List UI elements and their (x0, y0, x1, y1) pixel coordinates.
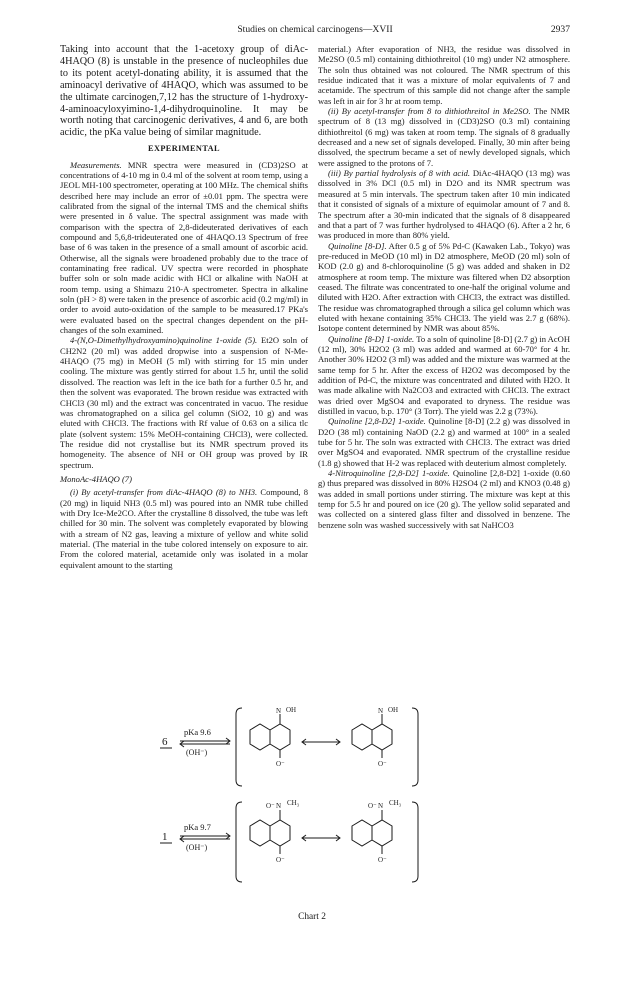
atom-n: N (378, 802, 384, 810)
nitroquinoline-paragraph (318, 468, 570, 530)
row2-structure-a (250, 799, 300, 864)
pyridine-ring (372, 724, 392, 750)
compound5-paragraph (60, 335, 308, 469)
pyridine-ring (372, 820, 392, 846)
quinoline-8d-paragraph (318, 241, 570, 334)
row2-bracket-left (236, 802, 242, 882)
row2-base-label: (OH⁻) (186, 843, 208, 852)
row1-reaction (160, 706, 418, 786)
quinoline-oxide-text: To a soln of quinoline [8-D] (2.7 g) in AcOH (12 ml), 30% H2O2 (3 ml) was added and warmed at 60-70° for 4 hr. Another 30% H2O2 (3 ml) was added and the mixture was warmed at the same temp for 5 hr. After the excess of H2O2 was decomposed by the addition of Pd-C, the mixture was concentrated and diluted with H2O. It was made alkaline with Na2CO3 and extracted with CHCl3. The extract was dried over MgSO4 and evaporated to dryness. The residue was distilled in vacuo, b.p. 170° (3 Torr). The yield was 2.2 g (73%). (318, 333, 570, 417)
measurements-text: MNR spectra were measured in (CD3)2SO at concentrations of 4-10 mg in 0.4 ml of the solvent at room temp, using a JEOL MH-100 spectrometer, operating at 100 MHz. The chemical shifts described here may include an error of ±0.01 ppm. The spectra were calibrated from the signal of the internal TMS and the chemical shifts were presented in δ value. The spectral assignment was made with comparison with the spectra of 2,8-dideuterated derivatives of each compound and 5,6,8-trideuterated one of 4HAQO.13 Spectrum of free base of 6 was taken in the presence of a small amount of ascorbic acid. Otherwise, all the signals were broadened probably due to the trace of contaminating free radical. UV spectra were recorded in phosphate buffer soln or soln made acidic with HCl or alkaline with NaOH at room temp. using a Shimazu 210-A spectrometer. Spectra in alkaline soln (pH > 8) were taken in the presence of ascorbic acid (0.2 mg/ml) in order to avoid auto-oxidation of the sample to be measured.17 PKa's were evaluated based on the spectral changes dependent on the pH-changes of the soln examined. (60, 159, 308, 336)
nitroquinoline-label: 4-Nitroquinoline [2,8-D2] 1-oxide. (328, 468, 450, 479)
row1-pka-label: pKa 9.6 (184, 727, 211, 737)
chart2-resonance-scheme (150, 700, 480, 900)
right-column (318, 44, 570, 530)
method-i-text: Compound, 8 (20 mg) in liquid NH3 (0.5 ml) was poured into an NMR tube chilled with Dry Ice-Me2CO. After the crystalline 8 dissolved, the tube was left chilled for 30 min. The solvent was completely evaporated by blowing with a stream of N2 gas, leaving a mixture of yellow and white solid material. (The material in the tube colored intensely on exposure to air. From the colored material, acetamide only was isolated in a molar equivalent amount to the starting (60, 487, 308, 570)
quinoline-oxide-label: Quinoline [8-D] 1-oxide. (328, 333, 415, 344)
subheading-monoac: MonoAc-4HAQO (7) (60, 473, 132, 484)
benzene-ring (250, 820, 270, 846)
method-iii-text: DiAc-4HAQO (13 mg) was dissolved in 3% DCl (0.5 ml) in D2O and its NMR spectrum was measured at 5 min intervals. The spectrum taken after 10 min indicated that it consisted of signals of a mixture of equimolar amount of 7 and 8. The spectrum after a 30-min indicated that the signals of 8 disappeared and that a part of 7 was further hydrolysed to 4HAQO (6). After a 2 hr, 6 was produced in more than 80% yield. (318, 168, 570, 241)
row1-base-label: (OH⁻) (186, 748, 208, 757)
page-number: 2937 (550, 24, 570, 35)
method-iii-paragraph (318, 168, 570, 240)
benzene-ring (352, 724, 372, 750)
atom-o-minus: O⁻ (266, 802, 275, 810)
atom-o-minus: O⁻ (276, 856, 285, 864)
method-ii-text: The NMR spectrum of 8 (13 mg) dissolved in (CD3)2SO (0.3 ml) containing dithiothreitol (6 mg) was taken at room temp. The signals of 8 gradually decreased and a new set of signals developed. Finally, 30 min after being dissolved, the spectrum became a set of newly developed signals, which were assigned to the protons of 7. (318, 106, 570, 168)
atom-o-minus: O⁻ (368, 802, 377, 810)
nitroquinoline-text: Quinoline [2,8-D2] 1-oxide (0.60 g) thus prepared was dissolved in 80% H2SO4 (2 ml) and KNO3 (0.48 g) was added in small portions under stirring. The mixture was kept at this temp for 5.5 hr and poured on ice (20 g). The yellow solid separated and was collected on a sintered glass filter and dissolved in benzene. The benzene soln was washed successively with sat NaHCO3 (318, 468, 570, 530)
quinoline-8d-text: After 0.5 g of 5% Pd-C (Kawaken Lab., Tokyo) was pre-reduced in MeOD (10 ml) in D2 atmosphere, MeOD (20 ml) soln of KOD (2.0 g) and 8-chloroquinoline (5 g) was added and shaken in D2 atmosphere at room temp. The mixture was filtered when D2 absorption ceased. The filtrate was concentrated to one-half the original volume and diluted with H2O. After extraction with CHCl3, the extract was distilled. The residue was chromatographed through a silica gel column which was eluted with hexane containing 35% CHCl3. The yield was 2.7 g (68%). Isotope content determined by NMR was about 85%. (318, 240, 570, 334)
row2-reaction (160, 799, 418, 882)
row1-compound-number: 6 (162, 736, 168, 748)
row2-pka-label: pKa 9.7 (184, 822, 211, 832)
benzene-ring (250, 724, 270, 750)
row1-bracket-right (412, 708, 418, 786)
method-i-label: (i) By acetyl-transfer from diAc-4HAQO (8) to NH3. (70, 487, 258, 498)
row2-compound-number: 1 (162, 831, 168, 843)
left-column (60, 44, 308, 570)
pyridine-ring (270, 820, 290, 846)
atom-n: N (276, 707, 282, 715)
atom-oh: OH (388, 706, 399, 714)
running-title: Studies on chemical carcinogens—XVII (237, 24, 393, 35)
row1-structure-a (250, 706, 296, 768)
atom-o-minus: O⁻ (378, 760, 387, 768)
intro-paragraph: Taking into account that the 1-acetoxy group of diAc-4HAQO (8) is unstable in the presence of nucleophiles due to its potent acetyl-donating ability, it is assumed that the aminoacyl derivative of 4HAQO, which was assumed to be the ultimate carcinogen,7,12 has the structure of 1-hydroxy-4-aminoacyloxyimino-1,4-dihydroquinoline. It may be worth noting that carcinogenic derivatives, 4 and 6, are both acidic, the pKa value being of similar magnitude. (60, 44, 308, 139)
method-i-paragraph (60, 487, 308, 570)
row2-structure-b (352, 799, 402, 864)
continuation-paragraph: material.) After evaporation of NH3, the residue was dissolved in Me2SO (0.5 ml) containing dithiothreitol (10 mg) under N2 atmosphere. The soln thus obtained was not coloured. The NMR spectrum of this residue indicated that it was a mixture of molar equivalents of 7 and acetamide. The spectrum of this sample did not change after the sample was left in air for 3 hr at room temp. (318, 44, 570, 106)
benzene-ring (352, 820, 372, 846)
method-ii-label: (ii) By acetyl-transfer from 8 to dithiothreitol in Me2SO. (328, 106, 531, 117)
atom-ch3: CH₃ (287, 799, 300, 807)
quinoline-28d2-label: Quinoline [2,8-D2] 1-oxide. (328, 416, 426, 427)
atom-oh: OH (286, 706, 297, 714)
atom-n: N (276, 802, 282, 810)
section-heading-experimental: EXPERIMENTAL (148, 144, 220, 154)
quinoline-28d2-paragraph (318, 416, 570, 468)
measurements-paragraph (60, 160, 308, 336)
compound5-label: 4-(N,O-Dimethylhydroxyamino)quinoline 1-oxide (5). (70, 335, 258, 346)
quinoline-28d2-text: Quinoline [8-D] (2.2 g) was dissolved in D2O (38 ml) containing NaOD (2.2 g) and warmed at 100° in a sealed tube for 5 hr. The soln was extracted with CHCl3. The extract was dried over MgSO4 and evaporated. NMR spectrum of the crystalline residue (1.8 g) showed that H-2 was replaced with deuterium almost completely. (318, 416, 570, 468)
method-ii-paragraph (318, 106, 570, 168)
row1-bracket-left (236, 708, 242, 786)
pyridine-ring (270, 724, 290, 750)
atom-ch3: CH₃ (389, 799, 402, 807)
chart-caption: Chart 2 (298, 912, 326, 922)
row1-structure-b (352, 706, 398, 768)
quinoline-8d-label: Quinoline [8-D]. (328, 240, 387, 251)
quinoline-oxide-paragraph (318, 334, 570, 417)
row2-bracket-right (412, 802, 418, 882)
running-header (60, 24, 570, 38)
measurements-label: Measurements. (70, 159, 122, 170)
atom-n: N (378, 707, 384, 715)
atom-o-minus: O⁻ (378, 856, 387, 864)
method-iii-label: (iii) By partial hydrolysis of 8 with acid. (328, 168, 471, 179)
atom-o-minus: O⁻ (276, 760, 285, 768)
compound5-text: Et2O soln of CH2N2 (20 ml) was added dropwise into a suspension of N-Me-4HAQO (75 mg) in MeOH (5 ml) with stirring for 15 min under cooling. The mixture was gently stirred for about 1.5 hr, until the solid dissolved. The reaction was left in the ice bath for a further 0.5 hr, and then the solvent was evaporated. The brown residue was extracted with CHCl3 (30 ml) and the extract was concentrated in vacuo. The residue was chromatographed on a silica gel column (SiO2, 10 g) and was eluted with CHCl3. The fractions with Rf value of 0.63 on a silica tlc plate (solvent system: 15% MeOH-containing CHCl3), were collected. The residue did not crystallise but its NMR spectrum proved its homogeneity. The absence of NH or OH group was proved by IR spectrum. (60, 335, 308, 470)
